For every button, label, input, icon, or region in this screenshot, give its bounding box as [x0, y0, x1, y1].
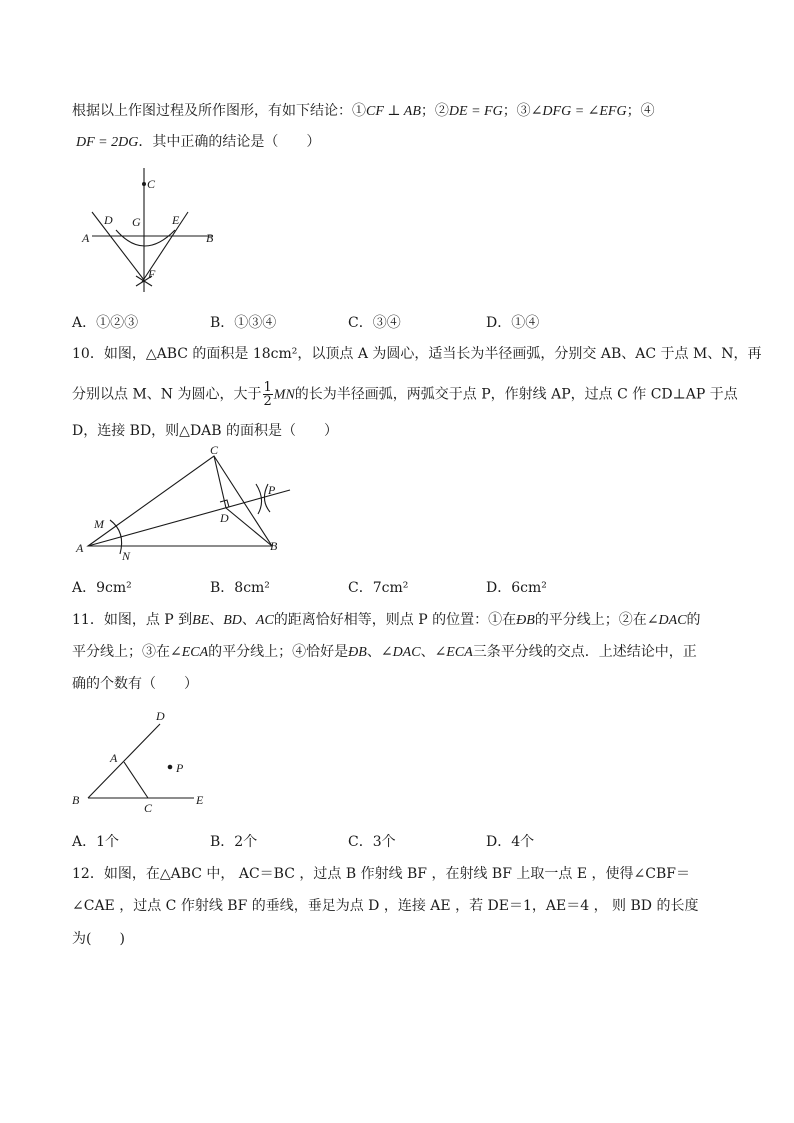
q11-seg-bd: BD: [223, 613, 242, 628]
q11-line-1-mid: 的距离恰好相等，则点 P 的位置：①在: [273, 612, 517, 628]
q11-line-1: [72, 610, 701, 631]
q10-option-d[interactable]: D．6cm²: [486, 580, 547, 596]
q9-conclusion-2: DE = FG: [448, 104, 503, 119]
q10-label-n: N: [122, 549, 131, 563]
q11-label-a: A: [110, 751, 118, 765]
q11-label-c: C: [144, 801, 153, 815]
q11-option-a[interactable]: A．1个: [72, 834, 120, 850]
q11-angle-b-2: ÐB: [348, 645, 367, 660]
q11-option-b[interactable]: B．2个: [210, 834, 258, 850]
q11-figure: [70, 706, 220, 816]
q10-line-1: 10．如图，△ABC 的面积是 18cm²，以顶点 A 为圆心，适当长为半径画弧，分别交 AB、AC 于点 M、N，再: [72, 346, 762, 362]
q11-line-1-end: 的: [686, 612, 701, 628]
q11-sep-3: 、: [366, 644, 381, 660]
q9-line-2: [76, 132, 320, 153]
q11-angle-b: ÐB: [516, 613, 535, 628]
q10-label-a: A: [76, 541, 84, 555]
q10-label-b: B: [270, 539, 278, 553]
q9-sep-1: ；②: [420, 103, 449, 119]
q11-sep-2: 、: [241, 612, 256, 628]
q11-angle-eca-2: ∠ECA: [434, 645, 473, 660]
q11-label-e: E: [196, 793, 204, 807]
q10-triangle-abc: [88, 456, 272, 546]
q9-conclusion-4: DF = 2DG: [76, 135, 139, 150]
q9-tail: ．其中正确的结论是（ ）: [138, 134, 321, 150]
q10-line-2: [72, 381, 738, 408]
q10-segment-cd: [214, 456, 226, 508]
q9-sep-3: ；④: [626, 103, 655, 119]
q11-line-1-start: 11．如图，点 P 到: [72, 612, 193, 628]
q11-line-3: 确的个数有（ ）: [72, 676, 198, 692]
q9-sep-2: ；③: [502, 103, 531, 119]
q10-option-b[interactable]: B．8cm²: [210, 580, 270, 596]
q12-line-2: ∠CAE ，过点 C 作射线 BF 的垂线，垂足为点 D ，连接 AE ，若 DE＝1，AE＝4 ， 则 BD 的长度: [72, 898, 699, 914]
q9-conclusion-3: ∠DFG = ∠EFG: [530, 104, 627, 119]
q9-label-b: B: [206, 231, 214, 245]
q11-line-1-mid-2: 的平分线上；②在: [534, 612, 647, 628]
q11-option-d[interactable]: D．4个: [486, 834, 535, 850]
q11-label-b: B: [72, 793, 80, 807]
q10-fraction-den: 2: [263, 394, 272, 409]
q11-angle-dac: ∠DAC: [646, 613, 687, 628]
q9-conclusion-1: CF ⊥ AB: [366, 104, 421, 119]
q11-point-p: [168, 765, 173, 770]
q11-option-c[interactable]: C．3个: [348, 834, 396, 850]
q10-line-2-end: 的长为半径画弧，两弧交于点 P，作射线 AP，过点 C 作 CD⊥AP 于点: [294, 386, 738, 403]
q10-ray-ap: [88, 490, 290, 546]
q9-line-1: [72, 101, 655, 122]
q11-angle-dac-2: ∠DAC: [380, 645, 421, 660]
q9-point-c: [142, 182, 146, 186]
q10-line-2-start: 分别以点 M、N 为圆心，大于: [72, 386, 262, 403]
q10-label-p: P: [268, 483, 276, 497]
q9-arc-de: [116, 230, 175, 246]
q11-angle-eca: ∠ECA: [170, 645, 209, 660]
q9-option-d[interactable]: D．①④: [486, 315, 540, 331]
q10-fraction: [263, 381, 273, 408]
q11-label-p: P: [176, 761, 184, 775]
q10-line-3: D，连接 BD，则△DAB 的面积是（ ）: [72, 423, 339, 439]
q9-label-g: G: [132, 215, 141, 229]
q11-sep-4: 、: [420, 644, 435, 660]
q12-line-3: 为( ): [72, 931, 125, 947]
q10-label-c: C: [210, 443, 219, 457]
q11-line-2-end: 三条平分线的交点．上述结论中，正: [472, 644, 697, 660]
q9-label-d: D: [104, 213, 113, 227]
q11-line-2: [72, 642, 697, 663]
q11-seg-be: BE: [192, 613, 210, 628]
q9-label-c: C: [147, 177, 156, 191]
q11-line-2-mid: 的平分线上；④恰好是: [208, 644, 349, 660]
q11-line-2-start: 平分线上；③在: [72, 644, 170, 660]
q9-label-a: A: [82, 231, 90, 245]
q9-option-a[interactable]: A．①②③: [72, 315, 139, 331]
q11-sep-1: 、: [209, 612, 224, 628]
q10-label-d: D: [220, 511, 229, 525]
q10-option-c[interactable]: C．7cm²: [348, 580, 409, 596]
q9-figure: [80, 168, 220, 298]
q11-label-d: D: [156, 709, 165, 723]
q10-segment-bd: [226, 508, 272, 546]
q9-option-c[interactable]: C．③④: [348, 315, 401, 331]
q9-option-b[interactable]: B．①③④: [210, 315, 277, 331]
q11-ray-bd: [88, 724, 160, 798]
q11-seg-ac: AC: [255, 613, 274, 628]
q10-figure: [74, 443, 304, 564]
q9-label-e: E: [172, 213, 180, 227]
q9-intro: 根据以上作图过程及所作图形，有如下结论：①: [72, 103, 366, 119]
q10-fraction-num: 1: [263, 380, 272, 395]
q11-segment-ac: [124, 762, 148, 798]
q9-label-f: F: [148, 267, 156, 281]
q10-label-m: M: [94, 517, 104, 531]
q10-option-a[interactable]: A．9cm²: [72, 580, 132, 596]
q12-line-1: 12．如图，在△ABC 中， AC＝BC ，过点 B 作射线 BF ，在射线 BF 上取一点 E ，使得∠CBF＝: [72, 866, 690, 882]
q10-mn: MN: [273, 387, 295, 403]
